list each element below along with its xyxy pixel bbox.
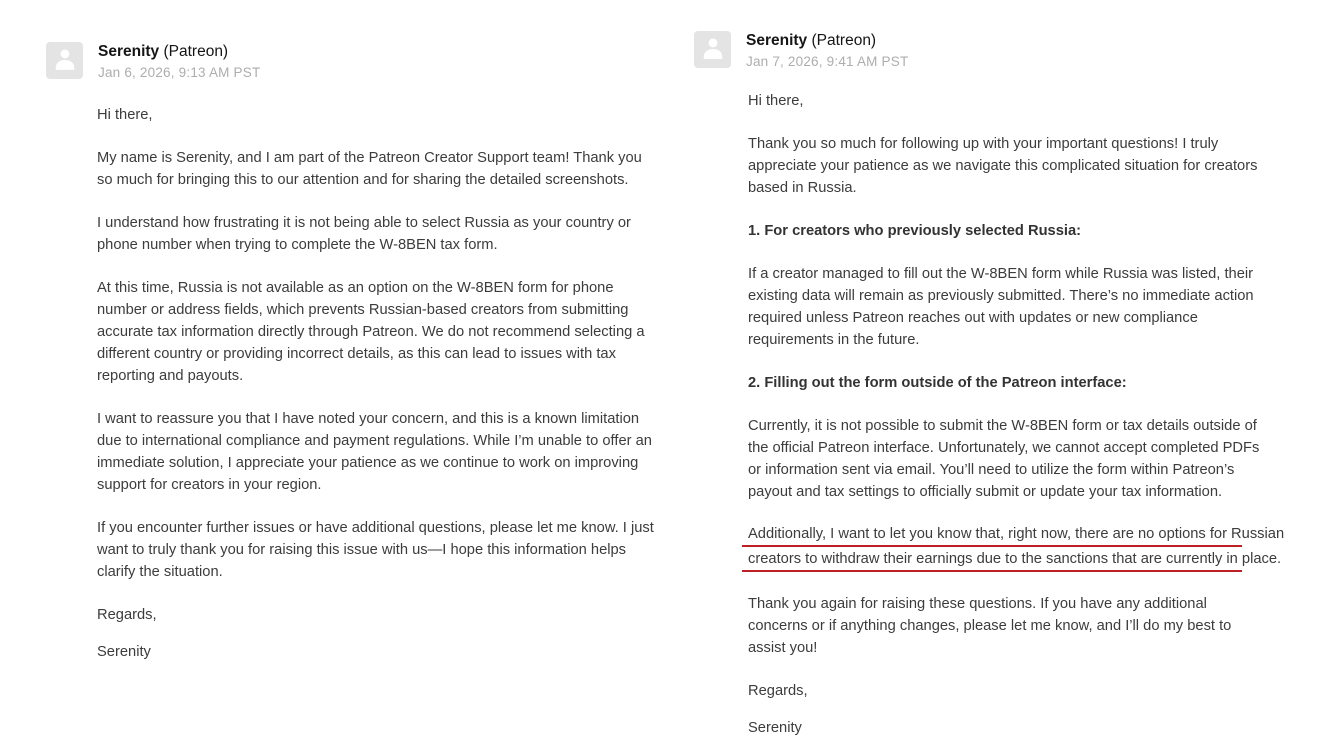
signature: Serenity [748,720,802,736]
paragraph: I want to reassure you that I have noted your concern, and this is a known limitation due to international compliance and payment regulations. While I’m unable to offer an immediate solution, I appreciate your patience as we continue to work on improving support for creators in your region. [97,411,652,493]
message-right-header [694,31,1274,69]
signature: Serenity [97,644,151,660]
section-heading-1: 1. For creators who previously selected Russia: [748,223,1082,239]
paragraph: If you encounter further issues or have additional questions, please let me know. I just want to truly thank you for raising this issue with us—I hope this information helps clarify the situation. [97,520,654,580]
paragraph: Currently, it is not possible to submit the W-8BEN form or tax details outside of the official Patreon interface. Unfortunately, we cannot accept completed PDFs or information sent via email. You’ll need to utilize the form within Patreon’s payout and tax settings to officially submit or update your tax information. [748,418,1260,500]
red-underline-annotation-line-1: Additionally, I want to let you know that, right now, there are no options for Russian [742,524,1242,547]
timestamp: Jan 6, 2026, 9:13 AM PST [98,65,261,80]
paragraph: I understand how frustrating it is not being able to select Russia as your country or phone number when trying to complete the W-8BEN tax form. [97,215,631,253]
timestamp: Jan 7, 2026, 9:41 AM PST [746,54,909,69]
message-left-header [46,42,661,80]
sender-block [746,31,908,69]
closing-regards: Regards, [748,683,808,699]
message-left-body [97,104,657,663]
person-icon [52,45,78,76]
paragraph: At this time, Russia is not available as an option on the W-8BEN form for phone number or address fields, which prevents Russian-based creators from submitting accurate tax information directly through Patreon. We do not recommend selecting a different country or providing incorrect details, as this can lead to issues with tax reporting and payouts. [97,280,645,384]
message-right-body [748,90,1285,739]
sender-line [98,43,260,61]
sender-org: (Patreon) [811,32,877,49]
sender-line [746,32,908,50]
section-heading-2: 2. Filling out the form outside of the Patreon interface: [748,375,1127,391]
paragraph: Thank you so much for following up with your important questions! I truly appreciate your patience as we navigate this complicated situation for creators based in Russia. [748,136,1258,196]
person-icon [700,34,726,65]
sender-block [98,42,260,80]
paragraph: Hi there, [748,93,804,109]
closing-regards: Regards, [97,607,157,623]
paragraph: Thank you again for raising these questions. If you have any additional concerns or if anything changes, please let me know, and I’ll do my best to assist you! [748,596,1232,656]
sender-name: Serenity [746,32,808,49]
avatar [694,31,731,68]
sender-org: (Patreon) [163,43,229,60]
highlighted-sentence [748,524,1285,572]
message-left [46,42,661,678]
message-right [694,31,1285,754]
sender-name: Serenity [98,43,160,60]
avatar [46,42,83,79]
paragraph: Hi there, [97,107,153,123]
paragraph: My name is Serenity, and I am part of the Patreon Creator Support team! Thank you so much for bringing this to our attention and for sharing the detailed screenshots. [97,150,642,188]
paragraph: If a creator managed to fill out the W-8BEN form while Russia was listed, their existing data will remain as previously submitted. There’s no immediate action required unless Patreon reaches out with updates or new compliance requirements in the future. [748,266,1254,348]
red-underline-annotation-line-2: creators to withdraw their earnings due to the sanctions that are currently in place. [742,549,1242,572]
